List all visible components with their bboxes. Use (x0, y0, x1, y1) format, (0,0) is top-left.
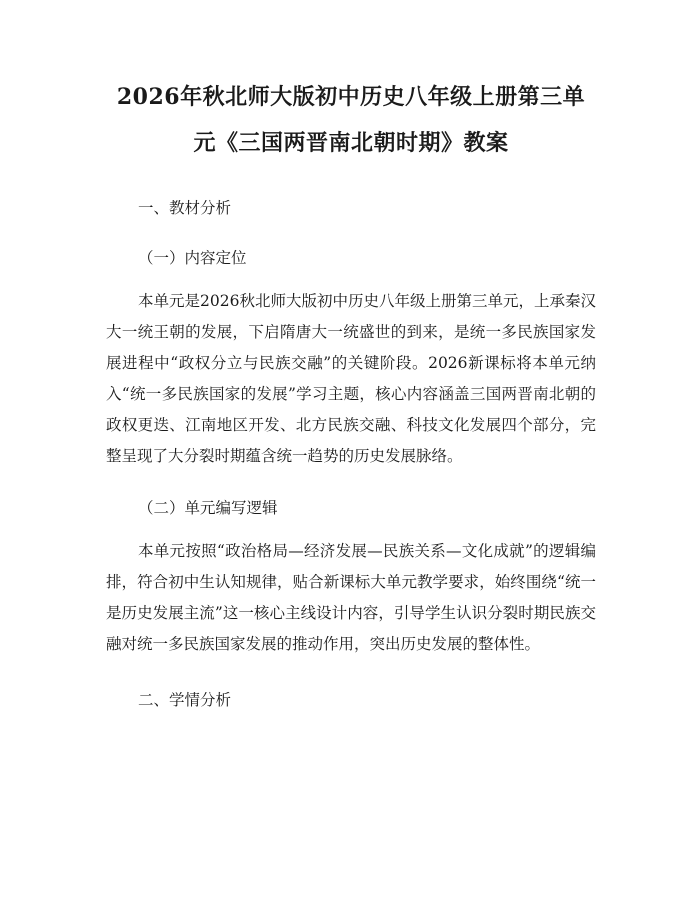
subsection-heading-content-positioning: （一）内容定位 (138, 249, 247, 267)
paragraph-content-positioning: 本单元是2026秋北师大版初中历史八年级上册第三单元，上承秦汉大一统王朝的发展，下启隋唐大一统盛世的到来，是统一多民族国家发展进程中“政权分立与民族交融”的关键阶段。2026新课标将本单元纳入“统一多民族国家的发展”学习主题，核心内容涵盖三国两晋南北朝的政权更迭、江南地区开发、北方民族交融、科技文化发展四个部分，完整呈现了大分裂时期蕴含统一趋势的历史发展脉络。 (106, 292, 596, 465)
section-heading-learner-analysis: 二、学情分析 (138, 691, 232, 709)
document-title: 2026年秋北师大版初中历史八年级上册第三单元《三国两晋南北朝时期》教案 (116, 84, 586, 156)
paragraph-writing-logic: 本单元按照“政治格局—经济发展—民族关系—文化成就”的逻辑编排，符合初中生认知规律，贴合新课标大单元教学要求，始终围绕“统一是历史发展主流”这一核心主线设计内容，引导学生认识分裂时期民族交融对统一多民族国家发展的推动作用，突出历史发展的整体性。 (106, 542, 596, 653)
subsection-heading-writing-logic: （二）单元编写逻辑 (138, 499, 278, 517)
section-heading-textbook-analysis: 一、教材分析 (138, 199, 232, 217)
